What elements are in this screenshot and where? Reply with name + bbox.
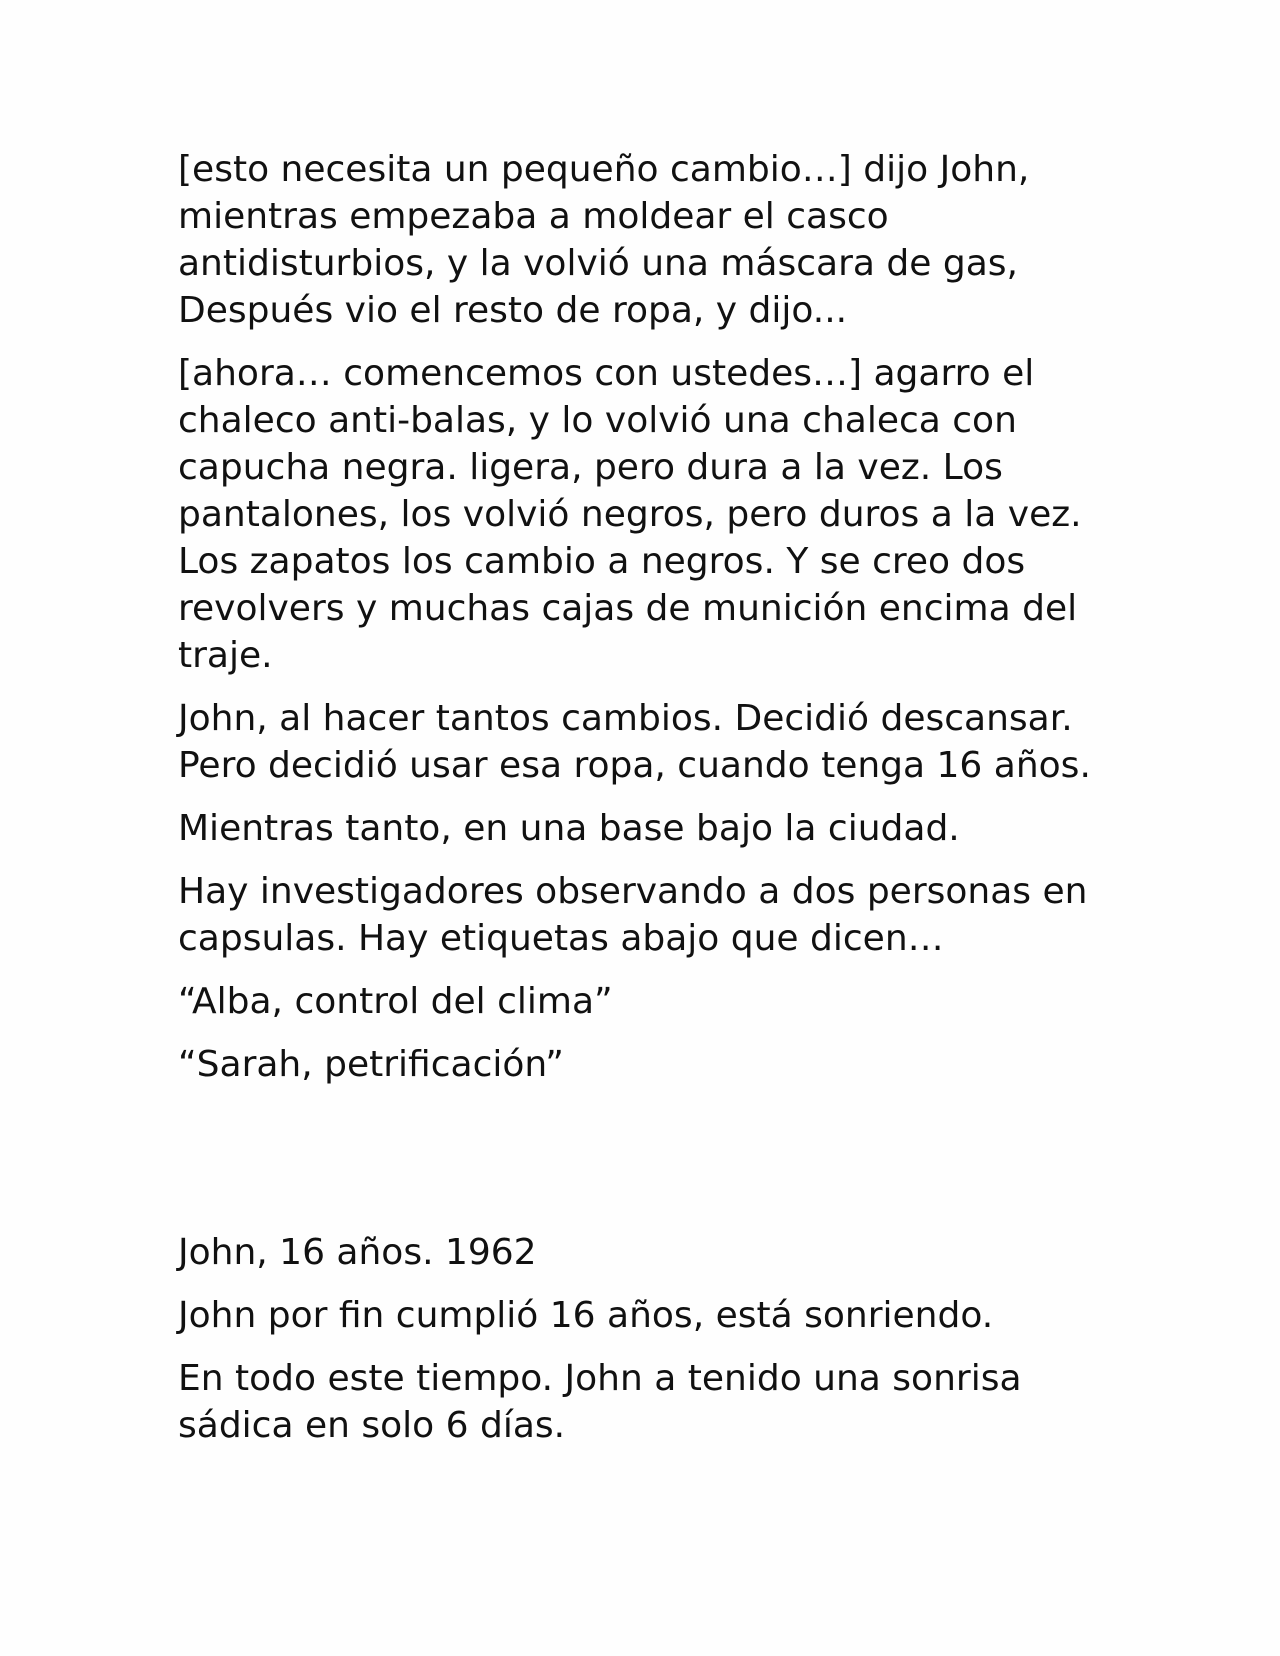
quote-label-alba: “Alba, control del clima” xyxy=(178,981,613,1022)
paragraph: John por fin cumplió 16 años, está sonriendo. xyxy=(178,1295,994,1336)
paragraph: John, al hacer tantos cambios. Decidió descansar. Pero decidió usar esa ropa, cuando tenga 16 años. xyxy=(178,698,1091,786)
section-gap xyxy=(178,1104,1098,1229)
paragraph: [ahora… comencemos con ustedes…] agarro el chaleco anti-balas, y lo volvió una chaleca con capucha negra. ligera, pero dura a la vez. Los pantalones, los volvió negros, pero duros a la vez. Los zapatos los cambio a negros. Y se creo dos revolvers y muchas cajas de munición encima del traje. xyxy=(178,353,1082,676)
section-heading: John, 16 años. 1962 xyxy=(178,1232,537,1273)
paragraph: Hay investigadores observando a dos personas en capsulas. Hay etiquetas abajo que dicen… xyxy=(178,871,1088,959)
paragraph: En todo este tiempo. John a tenido una sonrisa sádica en solo 6 días. xyxy=(178,1358,1022,1446)
paragraph: [esto necesita un pequeño cambio…] dijo John, mientras empezaba a moldear el casco antidisturbios, y la volvió una máscara de gas, Después vio el resto de ropa, y dijo... xyxy=(178,149,1030,331)
quote-label-sarah: “Sarah, petrificación” xyxy=(178,1044,564,1085)
paragraph: Mientras tanto, en una base bajo la ciudad. xyxy=(178,808,960,849)
document-body xyxy=(178,146,1098,1465)
